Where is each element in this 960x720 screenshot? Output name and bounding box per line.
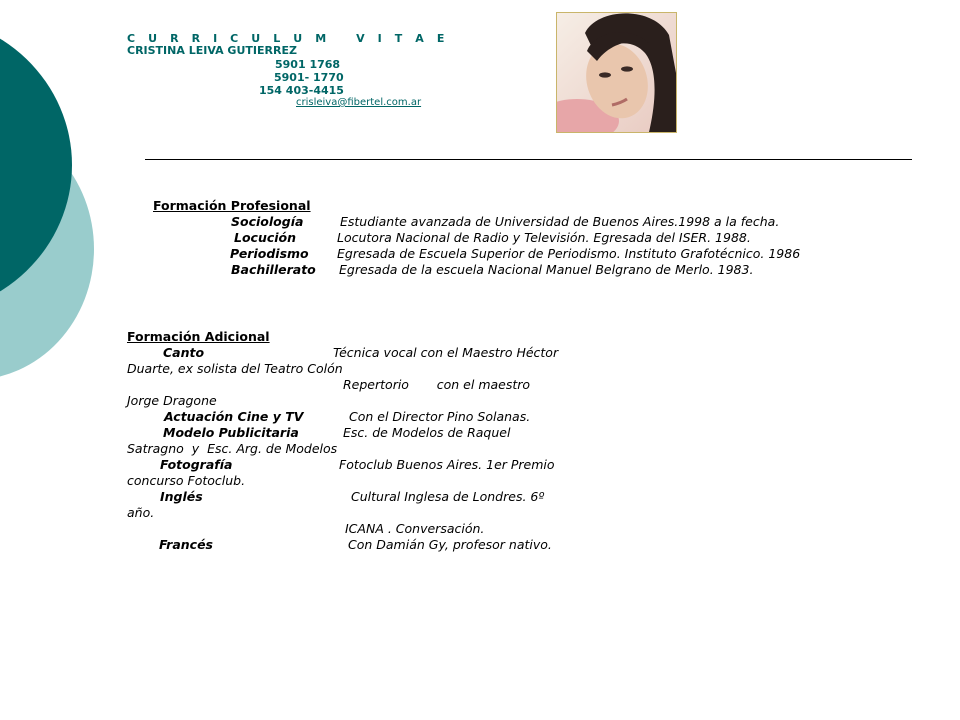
- prof-detail-periodismo: Egresada de Escuela Superior de Periodismo. Instituto Grafotécnico. 1986: [337, 246, 801, 261]
- adic-detail-ingles: Cultural Inglesa de Londres. 6º: [351, 489, 545, 504]
- adic-label-frances: Francés: [159, 537, 213, 552]
- prof-label-sociologia: Sociología: [231, 214, 304, 229]
- section-heading-formacion-profesional: Formación Profesional: [153, 198, 311, 213]
- adic-label-actuacion: Actuación Cine y TV: [164, 409, 304, 424]
- adic-detail-ingles-2: ICANA . Conversación.: [345, 521, 485, 536]
- cv-title: C U R R I C U L U M V I T A E: [127, 32, 449, 45]
- phone-number-3: 154 403-4415: [259, 84, 344, 97]
- prof-label-locucion: Locución: [234, 230, 297, 245]
- prof-detail-locucion: Locutora Nacional de Radio y Televisión. Egresada del ISER. 1988.: [337, 230, 751, 245]
- adic-detail-canto-2-cont: Jorge Dragone: [127, 393, 217, 408]
- adic-detail-canto-1-cont: Duarte, ex solista del Teatro Colón: [127, 361, 343, 376]
- adic-detail-fotografia: Fotoclub Buenos Aires. 1er Premio: [339, 457, 555, 472]
- adic-detail-frances: Con Damián Gy, profesor nativo.: [348, 537, 552, 552]
- adic-label-canto: Canto: [163, 345, 205, 360]
- adic-detail-canto-1: Técnica vocal con el Maestro Héctor: [333, 345, 559, 360]
- prof-detail-bachillerato: Egresada de la escuela Nacional Manuel Belgrano de Merlo. 1983.: [339, 262, 754, 277]
- header-divider: [145, 159, 912, 160]
- email-link[interactable]: crisleiva@fibertel.com.ar: [296, 97, 422, 108]
- adic-detail-modelo: Esc. de Modelos de Raquel: [343, 425, 511, 440]
- adic-detail-canto-2: Repertorio con el maestro: [343, 377, 531, 392]
- prof-label-bachillerato: Bachillerato: [231, 262, 316, 277]
- adic-detail-modelo-cont: Satragno y Esc. Arg. de Modelos: [127, 441, 338, 456]
- adic-detail-actuacion: Con el Director Pino Solanas.: [349, 409, 531, 424]
- adic-detail-fotografia-cont: concurso Fotoclub.: [127, 473, 246, 488]
- phone-number-2: 5901- 1770: [274, 71, 344, 84]
- adic-label-modelo: Modelo Publicitaria: [163, 425, 299, 440]
- portrait-illustration: [557, 13, 676, 132]
- adic-label-ingles: Inglés: [160, 489, 203, 504]
- prof-label-periodismo: Periodismo: [230, 246, 309, 261]
- portrait-photo: [556, 12, 677, 133]
- adic-label-fotografia: Fotografía: [160, 457, 233, 472]
- adic-detail-ingles-cont: año.: [127, 505, 155, 520]
- candidate-name: CRISTINA LEIVA GUTIERREZ: [127, 44, 297, 57]
- section-heading-formacion-adicional: Formación Adicional: [127, 329, 270, 344]
- prof-detail-sociologia: Estudiante avanzada de Universidad de Buenos Aires.1998 a la fecha.: [340, 214, 780, 229]
- phone-number-1: 5901 1768: [275, 58, 341, 71]
